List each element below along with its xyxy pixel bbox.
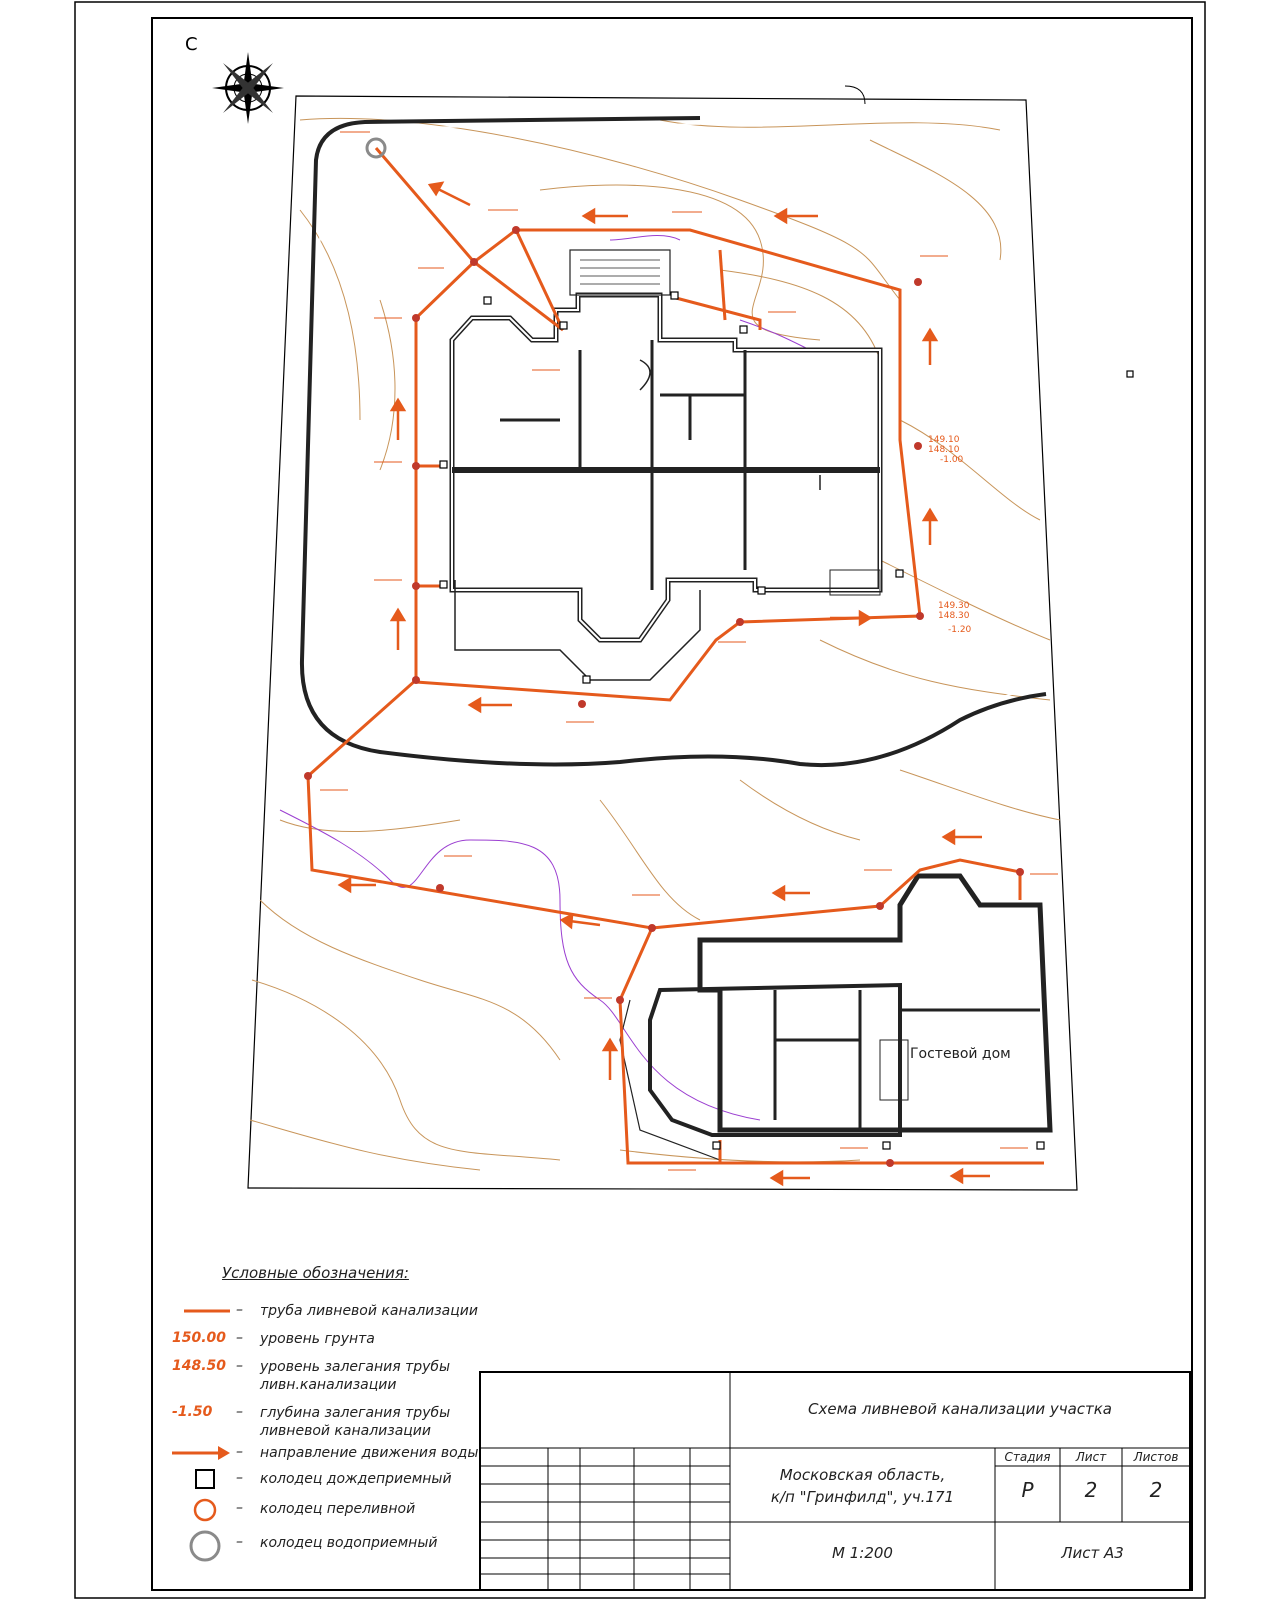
svg-text:148.30: 148.30: [938, 611, 970, 621]
overflow-wells: [304, 226, 1024, 1167]
svg-text:148.10: 148.10: [928, 445, 960, 455]
legend-item-pipe-depth: -1.50 – глубина залегания трубы ливневой канализации: [160, 1400, 480, 1440]
legend-item-pipe: – труба ливневой канализации: [160, 1298, 480, 1326]
legend-label: труба ливневой канализации: [260, 1303, 478, 1319]
legend-item-rain-well: – колодец дождеприемный: [160, 1466, 480, 1494]
location-line2: к/п "Гринфилд", уч.171: [770, 1488, 955, 1506]
sheets-header: Листов: [1133, 1450, 1179, 1464]
legend-item-pipe-level: 148.50 – уровень залегания трубы ливн.канализации: [160, 1354, 480, 1394]
legend-item-flow: – направление движения воды: [160, 1440, 480, 1468]
scale-label: М 1:200: [832, 1544, 893, 1562]
legend-label: глубина залегания трубы ливневой канализации: [260, 1405, 451, 1439]
orange-circle-icon: [172, 1496, 232, 1524]
format-label: Лист А3: [1061, 1544, 1124, 1562]
legend-label: колодец переливной: [260, 1501, 416, 1517]
legend-label: направление движения воды: [260, 1445, 479, 1461]
legend-title: Условные обозначения:: [222, 1264, 409, 1282]
legend-sample: 148.50: [172, 1358, 227, 1374]
compass-rose-icon: [212, 52, 284, 124]
stage-header: Стадия: [1004, 1450, 1051, 1464]
legend-sample: -1.50: [172, 1404, 213, 1420]
site-boundary: [248, 96, 1077, 1190]
elevation-label-bars: [320, 132, 1058, 1170]
sheets-value: 2: [1149, 1478, 1163, 1502]
legend-label: уровень грунта: [260, 1331, 375, 1347]
gate-arc: [845, 86, 865, 104]
location-line1: Московская область,: [779, 1466, 946, 1484]
svg-text:149.30: 149.30: [938, 601, 970, 611]
guest-house: [620, 876, 1050, 1160]
sheet-header: Лист: [1075, 1450, 1107, 1464]
legend-item-overflow-well: – колодец переливной: [160, 1496, 480, 1524]
svg-text:-1.20: -1.20: [948, 625, 972, 635]
legend-label: уровень залегания трубы ливн.канализации: [260, 1359, 451, 1393]
legend-item-receiving-well: – колодец водоприемный: [160, 1530, 480, 1558]
legend-label: колодец дождеприемный: [260, 1471, 452, 1487]
grey-circle-icon: [172, 1530, 232, 1564]
title-block: [480, 1372, 1190, 1590]
elevation-labels: [928, 435, 972, 635]
legend-sample: 150.00: [172, 1330, 227, 1346]
guest-house-label: Гостевой дом: [910, 1046, 1011, 1062]
compass-letter: С: [185, 34, 198, 55]
stage-value: Р: [1021, 1478, 1034, 1502]
legend-item-ground: 150.00 – уровень грунта: [172, 1330, 375, 1347]
main-house: [452, 250, 880, 680]
svg-text:-1.00: -1.00: [940, 455, 964, 465]
sheet-value: 2: [1084, 1478, 1098, 1502]
pipe-line-icon: [172, 1298, 232, 1326]
drawing-title: Схема ливневой канализации участка: [808, 1400, 1112, 1418]
legend-label: колодец водоприемный: [260, 1535, 438, 1551]
square-well-icon: [172, 1466, 232, 1494]
svg-text:149.10: 149.10: [928, 435, 960, 445]
flow-arrow-icon: [172, 1440, 232, 1468]
